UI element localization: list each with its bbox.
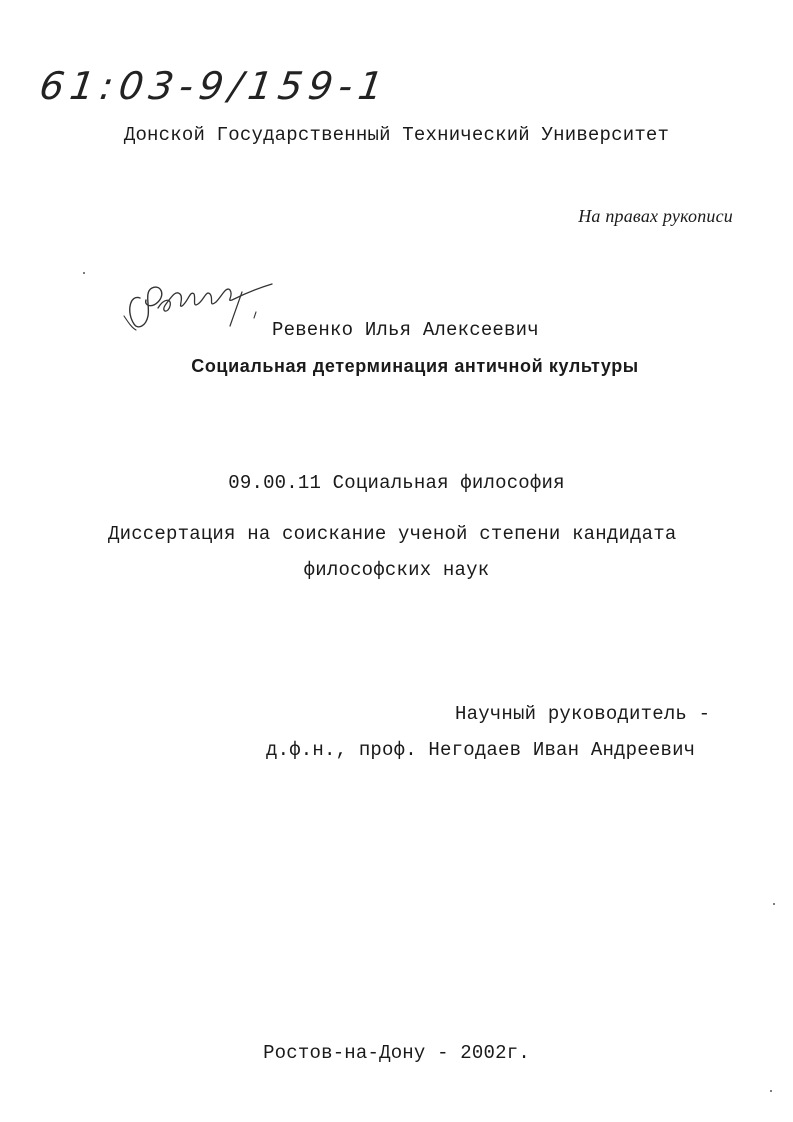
author-name: Ревенко Илья Алексеевич <box>272 319 539 341</box>
scan-speck <box>83 272 85 274</box>
university-name: Донской Государственный Технический Университет <box>123 124 670 146</box>
specialty: 09.00.11 Социальная философия <box>228 472 565 494</box>
registration-code: 61:03-9/159-1 <box>36 64 392 108</box>
supervisor-label: Научный руководитель - <box>455 703 711 725</box>
dissertation-title: Социальная детерминация античной культуры <box>191 356 639 376</box>
signature <box>122 268 282 338</box>
scan-speck <box>773 903 775 905</box>
degree-line-2: философских наук <box>303 559 490 581</box>
city-year: Ростов-на-Дону - 2002г. <box>263 1042 530 1064</box>
supervisor-name: д.ф.н., проф. Негодаев Иван Андреевич <box>266 739 696 761</box>
rights-note: На правах рукописи <box>578 206 733 226</box>
scan-speck <box>770 1090 772 1092</box>
degree-line-1: Диссертация на соискание ученой степени кандидата <box>108 523 677 545</box>
